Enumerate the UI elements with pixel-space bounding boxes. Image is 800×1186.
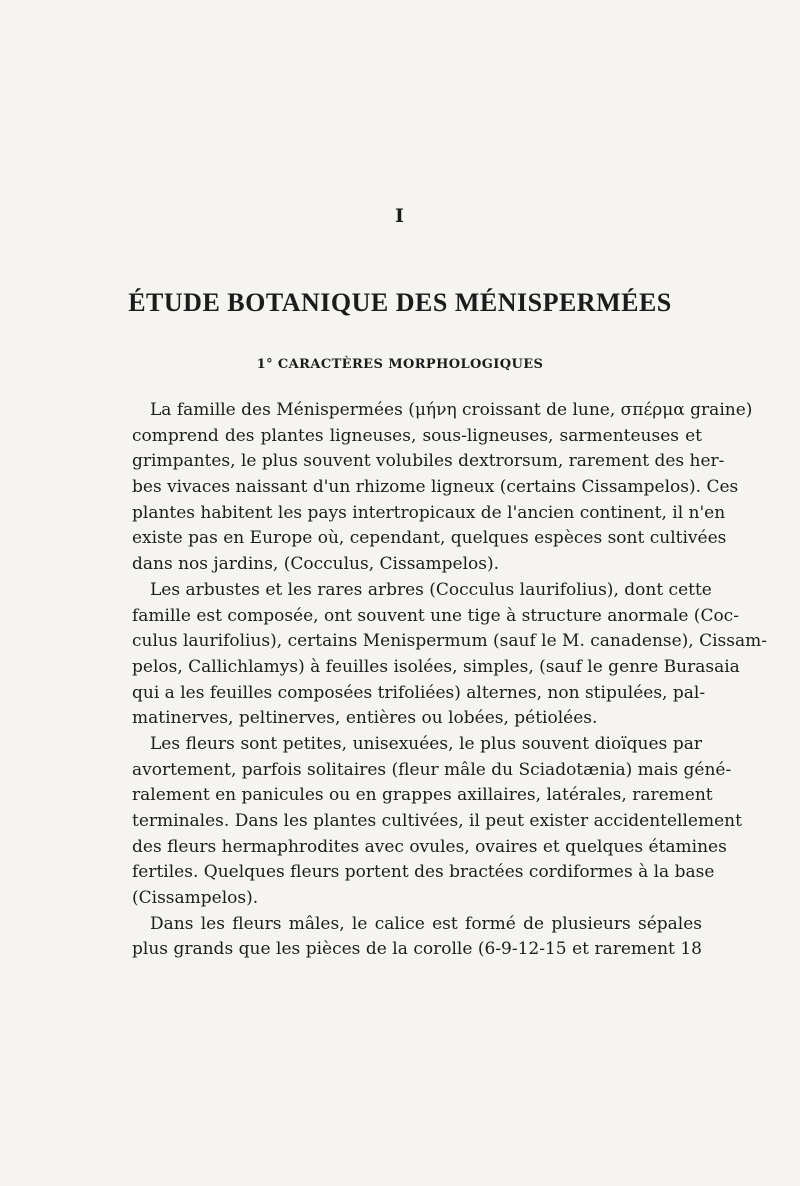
text-line: terminales. Dans les plantes cultivées, il peut exister accidentellement bbox=[132, 811, 742, 831]
paragraph-2 bbox=[132, 578, 768, 732]
text-line: famille est composée, ont souvent une tige à structure anormale (Coc- bbox=[132, 605, 739, 626]
text-line: plus grands que les pièces de la corolle (6-9-12-15 et rarement 18 bbox=[132, 939, 702, 960]
text-line: ralement en panicules ou en grappes axillaires, latérales, rarement bbox=[132, 785, 713, 806]
text-line: dans nos jardins, (Cocculus, Cissampelos). bbox=[132, 554, 500, 575]
text-line: pelos, Callichlamys) à feuilles isolées, simples, (sauf le genre Burasaia bbox=[132, 656, 740, 677]
text-line: grimpantes, le plus souvent volubiles dextrorsum, rarement des her- bbox=[132, 451, 725, 472]
text-line: fertiles. Quelques fleurs portent des bractées cordiformes à la base bbox=[132, 862, 715, 883]
chapter-title: ÉTUDE BOTANIQUE DES MÉNISPERMÉES bbox=[128, 288, 672, 317]
text-line: des fleurs hermaphrodites avec ovules, ovaires et quelques étamines bbox=[132, 836, 727, 857]
text-line: Dans les fleurs mâles, le calice est formé de plusieurs sépales bbox=[150, 913, 702, 934]
text-line: plantes habitent les pays intertropicaux de l'ancien continent, il n'en bbox=[132, 502, 726, 523]
text-line: Les fleurs sont petites, unisexuées, le plus souvent dioïques par bbox=[150, 733, 702, 754]
text-line: Les arbustes et les rares arbres (Cocculus laurifolius), dont cette bbox=[150, 579, 712, 600]
paragraph-4 bbox=[132, 912, 702, 963]
text-line: (Cissampelos). bbox=[132, 888, 259, 909]
text-line: bes vivaces naissant d'un rhizome ligneux (certains Cissampelos). Ces bbox=[132, 477, 739, 498]
paragraph-1 bbox=[132, 398, 753, 578]
text-line: La famille des Ménispermées (μήνη croissant de lune, σπέρμα graine) bbox=[150, 400, 753, 420]
body-text bbox=[132, 398, 768, 963]
text-line: existe pas en Europe où, cependant, quelques espèces sont cultivées bbox=[132, 528, 727, 549]
text-line: culus laurifolius), certains Menispermum (sauf le M. canadense), Cissam- bbox=[132, 631, 768, 652]
text-line: comprend des plantes ligneuses, sous-ligneuses, sarmenteuses et bbox=[132, 425, 702, 446]
text-line: avortement, parfois solitaires (fleur mâle du Sciadotænia) mais géné- bbox=[132, 759, 732, 780]
text-line: matinerves, peltinerves, entières ou lobées, pétiolées. bbox=[132, 708, 598, 729]
section-title: 1° CARACTÈRES MORPHOLOGIQUES bbox=[256, 357, 544, 372]
paragraph-3 bbox=[132, 732, 742, 912]
chapter-number: I bbox=[395, 205, 405, 227]
text-line: qui a les feuilles composées trifoliées) alternes, non stipulées, pal- bbox=[132, 682, 706, 703]
